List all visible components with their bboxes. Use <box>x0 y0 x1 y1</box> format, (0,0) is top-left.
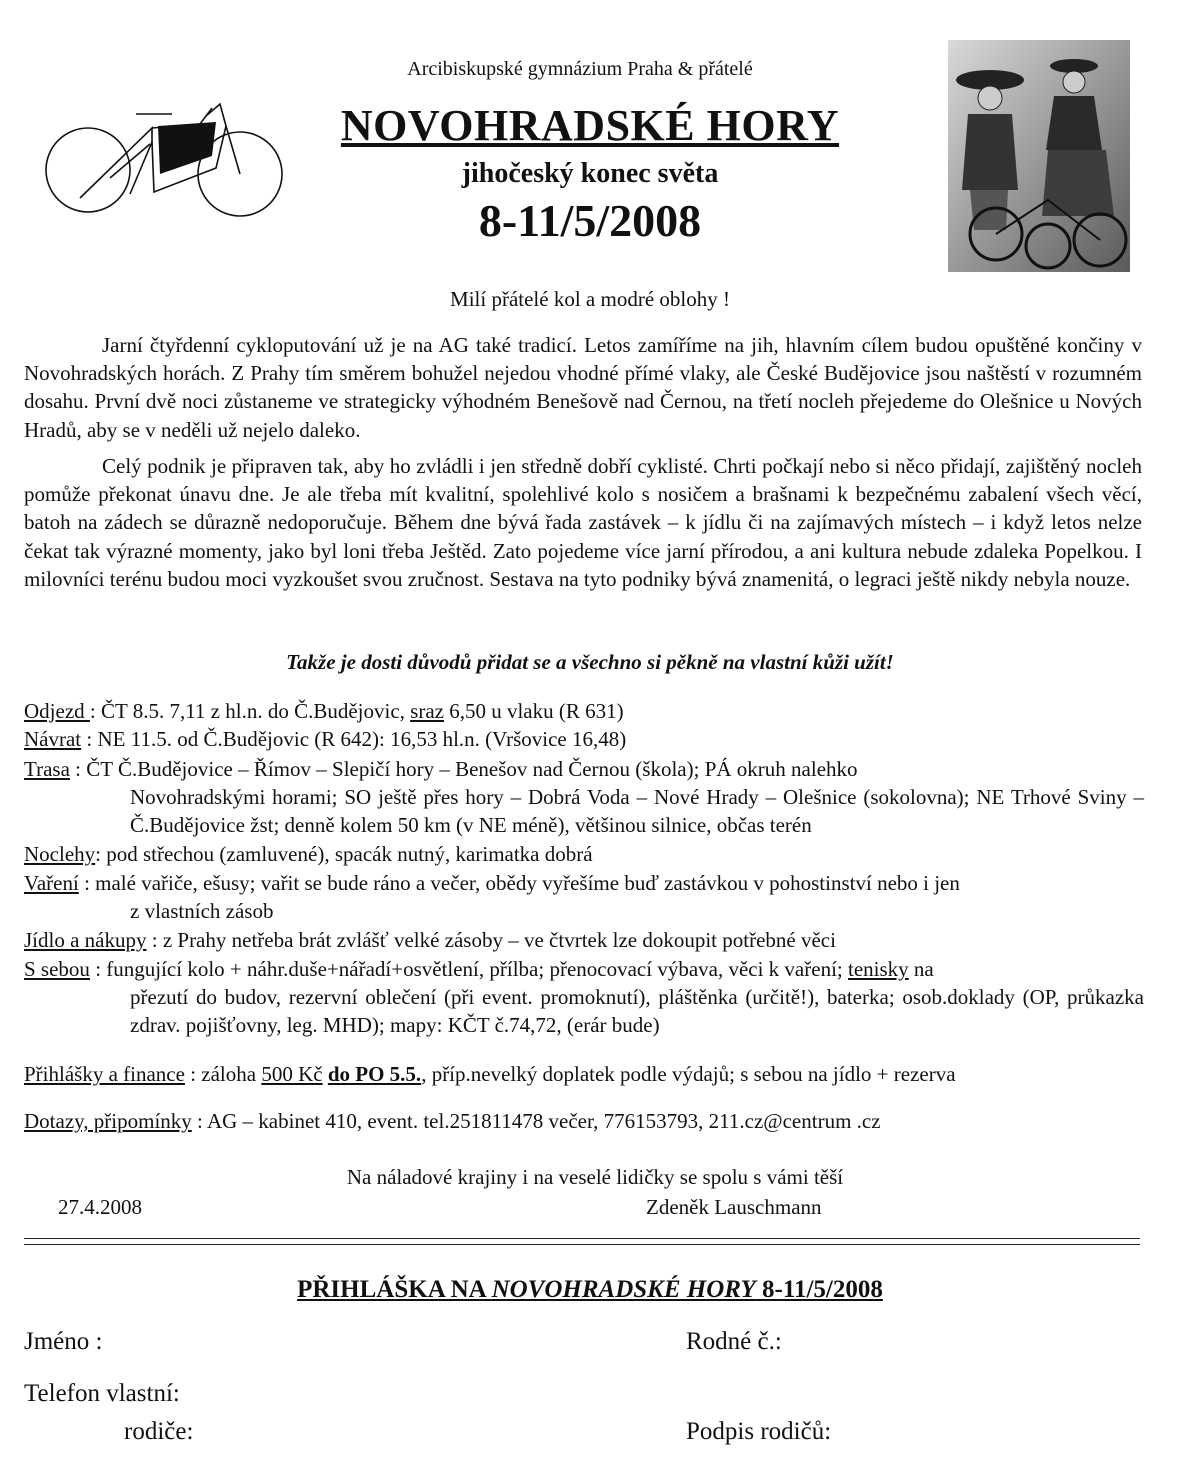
deposit-amount: 500 Kč <box>261 1062 323 1086</box>
bicycle-logo-icon <box>40 98 290 239</box>
info-text: : malé vařiče, ešusy; vařit se bude ráno a večer, obědy vyřešíme buď zastávkou v pohostinství nebo i jen <box>78 871 960 895</box>
info-row-jidlo <box>24 926 1144 954</box>
info-text: : pod střechou (zamluvené), spacák nutný, karimatka dobrá <box>95 842 593 866</box>
info-label: Odjezd <box>24 699 90 723</box>
info-row-dotazy <box>24 1107 1144 1135</box>
info-highlight: tenisky <box>848 957 909 981</box>
info-highlight: sraz <box>410 699 444 723</box>
form-title-event: NOVOHRADSKÉ HORY <box>491 1276 756 1303</box>
form-title-dates: 8-11/5/2008 <box>755 1276 883 1303</box>
info-row-trasa <box>24 755 1144 840</box>
form-title-part: PŘIHLÁŠKA NA <box>297 1276 492 1303</box>
form-field-phone-own[interactable]: Telefon vlastní: <box>24 1380 180 1407</box>
signature: Zdeněk Lauschmann <box>646 1195 822 1219</box>
form-field-phone-parents[interactable]: rodiče: <box>124 1418 194 1445</box>
intro-paragraph: Jarní čtyřdenní cykloputování už je na AG také tradicí. Letos zamíříme na jih, hlavním cílem budou opuštěné končiny v Novohradských horách. Z Prahy tím směrem bohužel nejedou vhodné přímé vlaky, ale České Budějovice jsou naštěstí v rozumném dosahu. První dvě noci zůstaneme ve strategicky výhodném Benešově nad Černou, na třetí nocleh přejedeme do Olešnice u Nových Hradů, aby se v neděli už nejelo daleko. <box>24 333 1142 442</box>
info-label: Trasa <box>24 757 70 781</box>
info-text-continued: Novohradskými horami; SO ještě přes hory – Dobrá Voda – Nové Hrady – Olešnice (sokolovna); NE Trhové Sviny – Č.Budějovice žst; denně kolem 50 km (v NE méně), většinou silnice, občas terén <box>130 785 1144 838</box>
info-row-odjezd <box>24 697 1144 725</box>
details-paragraph: Celý podnik je připraven tak, aby ho zvládli i jen středně dobří cyklisté. Chrti počkají nebo si něco přidají, zajištěný nocleh pomůže překonat únavu dne. Je ale třeba mít kvalitní, spolehlivé kolo s nosičem a brašnami k bezpečnému zabalení všech věcí, batoh na zádech se důrazně nedoporučuje. Během dne bývá řada zastávek – k jídlu či na zajímavých místech – i když letos nelze čekat tak výrazné momenty, jako byl loni třeba Ještěd. Zato pojedeme více jarní přírodou, a ani kultura nebude zdaleka Popelkou. I milovníci terénu budou moci vyzkoušet svou zručnost. Sestava na tyto podniky bývá znamenitá, o legraci ještě nikdy nebyla nouze. <box>24 454 1142 591</box>
info-label: Návrat <box>24 727 82 751</box>
info-text: 6,50 u vlaku (R 631) <box>443 699 624 723</box>
form-field-parent-signature[interactable]: Podpis rodičů: <box>686 1418 832 1445</box>
document-date: 27.4.2008 <box>58 1195 142 1219</box>
slogan: Takže je dosti důvodů přidat se a všechno si pěkně na vlastní kůži užít! <box>286 650 894 674</box>
form-field-name[interactable]: Jméno : <box>24 1328 103 1355</box>
info-label: Přihlášky a finance <box>24 1062 185 1086</box>
info-text: : AG – kabinet 410, event. tel.251811478 večer, 776153793, 211.cz@centrum .cz <box>191 1109 881 1133</box>
info-label: Dotazy, připomínky <box>24 1109 192 1133</box>
info-label: Vaření <box>24 871 79 895</box>
info-text: : z Prahy netřeba brát zvlášť velké zásoby – ve čtvrtek lze dokoupit potřebné věci <box>146 928 836 952</box>
event-dates: 8-11/5/2008 <box>478 195 702 246</box>
info-text: : NE 11.5. od Č.Budějovic (R 642): 16,53 hl.n. (Vršovice 16,48) <box>81 727 627 751</box>
vintage-cyclists-photo <box>948 40 1130 272</box>
page-title: NOVOHRADSKÉ HORY <box>340 101 840 150</box>
form-field-birth-number[interactable]: Rodné č.: <box>686 1328 782 1355</box>
info-row-prihlasky <box>24 1060 1144 1088</box>
info-row-vareni <box>24 869 1144 925</box>
info-text-continued: přezutí do budov, rezervní oblečení (při event. promoknutí), pláštěnka (určitě!), baterka; osob.doklady (OP, průkazka zdrav. pojišťovny, leg. MHD); mapy: KČT č.74,72, (erár bude) <box>130 985 1144 1038</box>
info-text: : fungující kolo + náhr.duše+nářadí+osvětlení, přílba; přenocovací výbava, věci k vaření; <box>89 957 848 981</box>
cut-line-divider <box>24 1238 1140 1245</box>
info-text-continued: z vlastních zásob <box>130 899 274 924</box>
info-text: ČT 8.5. 7,11 z hl.n. do Č.Budějovic, <box>101 699 411 723</box>
deposit-deadline: do PO 5.5. <box>327 1062 422 1086</box>
closing-line: Na náladové krajiny i na veselé lidičky se spolu s vámi těší <box>346 1165 844 1189</box>
info-row-noclehy <box>24 840 1144 868</box>
info-separator: : <box>89 699 101 723</box>
info-row-navrat <box>24 725 1144 753</box>
info-label: Jídlo a nákupy <box>24 928 147 952</box>
organization-name: Arcibiskupské gymnázium Praha & přátelé <box>407 58 753 80</box>
info-text: na <box>908 957 934 981</box>
greeting: Milí přátelé kol a modré oblohy ! <box>450 287 730 311</box>
info-label: Noclehy <box>24 842 96 866</box>
form-title <box>120 1276 1060 1304</box>
info-text: , příp.nevelký doplatek podle výdajů; s sebou na jídlo + rezerva <box>421 1062 956 1086</box>
info-text: : záloha <box>184 1062 262 1086</box>
info-row-sebou <box>24 955 1144 1040</box>
info-text: : ČT Č.Budějovice – Římov – Slepičí hory – Benešov nad Černou (škola); PÁ okruh nalehko <box>69 757 858 781</box>
info-label: S sebou <box>24 957 90 981</box>
page-subtitle: jihočeský konec světa <box>461 158 719 189</box>
